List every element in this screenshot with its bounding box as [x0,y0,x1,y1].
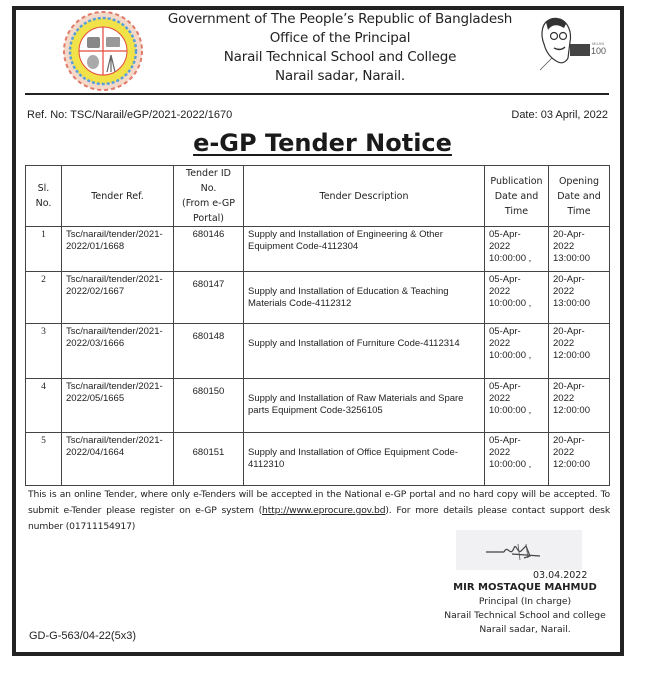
cell-tender-ref: Tsc/narail/tender/2021- 2022/05/1665 [62,379,174,433]
table-row [26,379,610,433]
cell-tender-id: 680146 [174,227,244,272]
header-line-institution: Narail Technical School and College [223,49,457,65]
institution-seal-logo-icon [59,10,147,92]
notice-date: Date: 03 April, 2022 [511,109,608,121]
cell-sl: 1 [26,227,62,272]
cell-description: Supply and Installation of Furniture Code-4112314 [244,324,485,379]
gazette-code: GD-G-563/04-22(5x3) [29,630,136,642]
reference-number: Ref. No: TSC/Narail/eGP/2021-2022/1670 [27,109,233,121]
cell-publication-date: 05-Apr- 2022 10:00:00 , [485,272,549,324]
col-header-description: Tender Description [244,166,485,227]
cell-tender-id: 680147 [174,272,244,324]
cell-tender-id: 680151 [174,433,244,486]
cell-sl: 5 [26,433,62,486]
table-row [26,227,610,272]
signature-date: 03.04.2022 [533,570,588,581]
cell-description: Supply and Installation of Education & Teaching Materials Code-4112312 [244,272,485,324]
col-header-publication: Publication Date and Time [485,166,549,227]
cell-sl: 2 [26,272,62,324]
cell-opening-date: 20-Apr- 2022 13:00:00 [549,272,610,324]
cell-sl: 4 [26,379,62,433]
instructions-text-1: This is an online Tender, where only e-Tenders will be accepted in the National e-GP portal and no hard copy will be accepted. To submit e-Tender please register on e-GP system ( [28,489,610,516]
col-header-sl: Sl. No. [26,166,62,227]
col-header-tender-ref: Tender Ref. [62,166,174,227]
cell-sl: 3 [26,324,62,379]
online-tender-instructions [28,487,610,535]
cell-opening-date: 20-Apr- 2022 13:00:00 [549,227,610,272]
svg-text:MUJIB: MUJIB [592,41,604,46]
table-header-row [26,166,610,227]
signatory-designation: Principal (In charge) [478,596,572,607]
signatory-name: MIR MOSTAQUE MAHMUD [453,582,597,593]
cell-description: Supply and Installation of Office Equipment Code-4112310 [244,433,485,486]
page-title [0,129,645,157]
page-title-text: e-GP Tender Notice [193,129,452,157]
tender-table [25,165,610,486]
header-line-location: Narail sadar, Narail. [274,68,406,84]
cell-tender-id: 680148 [174,324,244,379]
table-row [26,433,610,486]
col-header-opening: Opening Date and Time [549,166,610,227]
cell-opening-date: 20-Apr- 2022 12:00:00 [549,433,610,486]
cell-publication-date: 05-Apr- 2022 10:00:00 , [485,227,549,272]
cell-publication-date: 05-Apr- 2022 10:00:00 , [485,324,549,379]
header-divider [25,93,609,95]
table-row [26,272,610,324]
mujib-100-logo-icon [532,12,606,72]
cell-tender-ref: Tsc/narail/tender/2021- 2022/03/1666 [62,324,174,379]
cell-tender-ref: Tsc/narail/tender/2021- 2022/04/1664 [62,433,174,486]
cell-description: Supply and Installation of Engineering & Other Equipment Code-4112304 [244,227,485,272]
cell-publication-date: 05-Apr- 2022 10:00:00 , [485,433,549,486]
cell-opening-date: 20-Apr- 2022 12:00:00 [549,324,610,379]
instructions-text-2: ). For more details please contact support desk number (01711154917) [28,505,610,532]
eprocure-link[interactable]: http://www.eprocure.gov.bd [262,505,386,516]
signatory-location: Narail sadar, Narail. [479,624,571,635]
header-line-office: Office of the Principal [269,30,411,46]
svg-text:100: 100 [591,46,606,56]
signatory-block [405,568,645,637]
cell-tender-ref: Tsc/narail/tender/2021- 2022/01/1668 [62,227,174,272]
cell-opening-date: 20-Apr- 2022 12:00:00 [549,379,610,433]
header-line-government: Government of The People’s Republic of Bangladesh [167,11,513,27]
cell-tender-id: 680150 [174,379,244,433]
signatory-institution: Narail Technical School and college [444,610,606,621]
office-header [150,10,530,86]
cell-description: Supply and Installation of Raw Materials and Spare parts Equipment Code-3256105 [244,379,485,433]
signature-icon [456,530,582,570]
table-row [26,324,610,379]
cell-publication-date: 05-Apr- 2022 10:00:00 , [485,379,549,433]
col-header-tender-id: Tender ID No. (From e-GP Portal) [174,166,244,227]
signature-image [456,530,582,570]
cell-tender-ref: Tsc/narail/tender/2021- 2022/02/1667 [62,272,174,324]
